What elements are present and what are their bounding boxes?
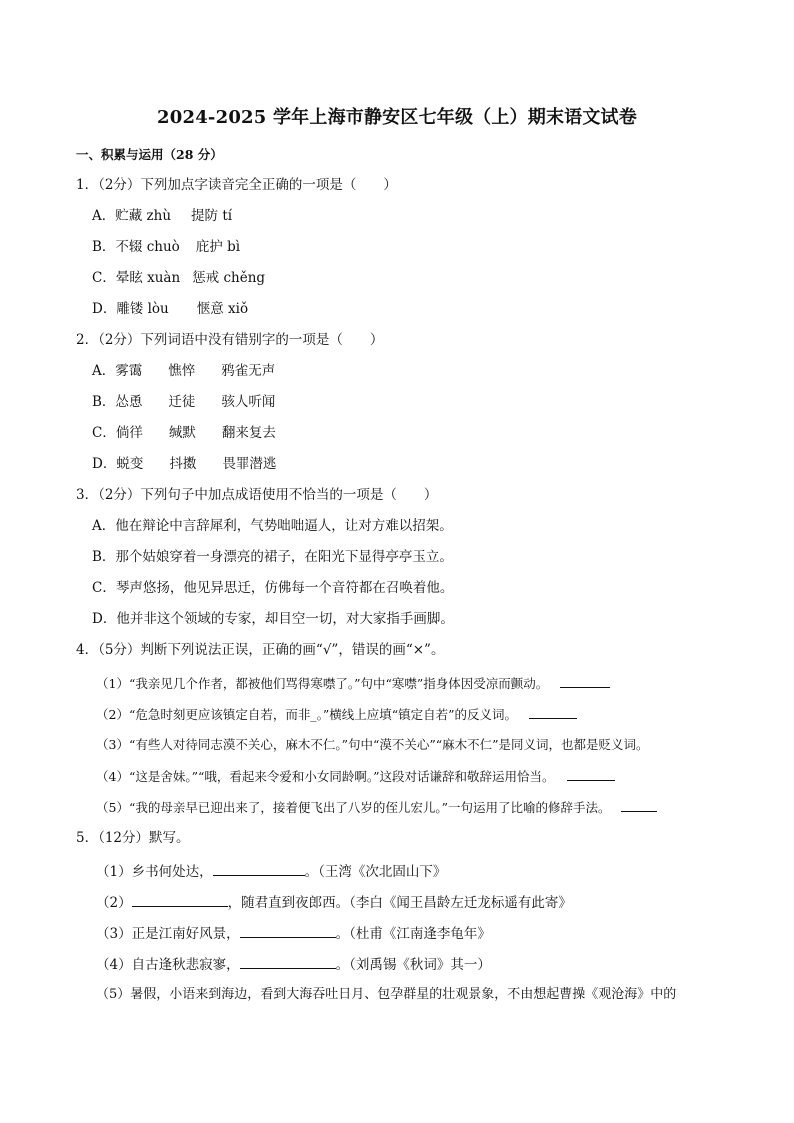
option-word: C．晕眩 xuàn (92, 270, 181, 286)
option-word: 提防 tí (191, 208, 233, 224)
option-word: D．雕镂 lòu (92, 301, 169, 317)
question-4-item-2 (96, 705, 577, 724)
option-word: 惩戒 chěng (192, 270, 266, 286)
question-5-stem: 5．（12分）默写。 (76, 830, 190, 846)
option-word: A．雾霭 (92, 363, 143, 379)
answer-blank[interactable] (567, 767, 615, 781)
answer-blank[interactable] (529, 705, 577, 719)
option-word: A．贮藏 zhù (92, 208, 172, 224)
question-3-option-a: A．他在辩论中言辞犀利，气势咄咄逼人，让对方难以招架。 (92, 518, 453, 534)
question-3-stem: 3．（2分）下列句子中加点成语使用不恰当的一项是（ ） (76, 487, 438, 503)
option-word: B．怂恿 (92, 394, 143, 410)
option-word: B．不辍 chuò (92, 239, 180, 255)
question-4-item-1 (96, 674, 610, 693)
item-text: （3）正是江南好风景， (96, 926, 240, 942)
question-1-stem: 1．（2分）下列加点字读音完全正确的一项是（ ） (76, 177, 397, 193)
question-3-option-c: C．琴声悠扬，他见异思迁，仿佛每一个音符都在召唤着他。 (92, 580, 454, 596)
question-4-item-5 (96, 798, 657, 817)
option-word: 庇护 bì (195, 239, 241, 255)
item-text: （3）“有些人对待同志漠不关心，麻木不仁。”句中“漠不关心”“麻木不仁”是同义词，也都是贬义词。 (96, 737, 649, 752)
page-title: 2024-2025 学年上海市静安区七年级（上）期末语文试卷 (157, 107, 637, 128)
question-2-option-c (92, 424, 276, 442)
question-1-option-c (92, 269, 265, 287)
item-text: （4）“这是舍妹。”“哦，看起来令爱和小女同龄啊。”这段对话谦辞和敬辞运用恰当。 (96, 769, 555, 784)
question-4-stem: 4．（5分）判断下列说法正误，正确的画“√”，错误的画“×”。 (76, 642, 445, 658)
question-4-item-3 (96, 736, 649, 754)
question-5-item-1 (96, 862, 446, 881)
answer-blank[interactable] (213, 862, 305, 876)
item-text: 。（刘禹锡《秋词》其一） (335, 957, 491, 973)
option-word: 抖擞 (169, 456, 197, 472)
answer-blank[interactable] (240, 955, 336, 969)
item-text: 。（王湾《次北固山下》 (304, 864, 447, 880)
question-3-option-b: B．那个姑娘穿着一身漂亮的裙子，在阳光下显得亭亭玉立。 (92, 549, 453, 565)
answer-blank[interactable] (240, 924, 336, 938)
question-5-item-3 (96, 924, 491, 943)
option-word: 鸦雀无声 (221, 363, 276, 379)
item-text: （5）“我的母亲早已迎出来了，接着便飞出了八岁的侄儿宏儿。”一句运用了比喻的修辞手法。 (96, 800, 611, 815)
question-2-stem: 2．（2分）下列词语中没有错别字的一项是（ ） (76, 332, 384, 348)
option-word: 缄默 (168, 425, 196, 441)
item-text: （4）自古逢秋悲寂寥， (96, 957, 240, 973)
question-3-option-d: D．他并非这个领域的专家，却目空一切，对大家指手画脚。 (92, 611, 454, 627)
option-word: 惬意 xiǒ (196, 301, 249, 317)
section-heading: 一、积累与运用（28 分） (76, 147, 223, 162)
question-4-item-4 (96, 767, 615, 786)
question-5-item-5: （5）暑假，小语来到海边，看到大海吞吐日月、包孕群星的壮观景象，不由想起曹操《观沧海》中的 (96, 987, 677, 1002)
option-word: D．蜕变 (92, 456, 144, 472)
option-word: 畏罪潜逃 (222, 456, 277, 472)
item-text: （1）“我亲见几个作者，都被他们骂得寒噤了。”句中“寒噤”指身体因受凉而颤动。 (96, 676, 549, 691)
question-2-option-a (92, 362, 275, 380)
question-1-option-b (92, 238, 240, 256)
question-5-item-2 (96, 893, 572, 912)
item-text: （2） (96, 895, 132, 911)
item-text: 。（杜甫《江南逢李龟年》 (335, 926, 491, 942)
option-word: 憔悴 (168, 363, 196, 379)
item-text: （1）乡书何处达， (96, 864, 213, 880)
question-5-item-4 (96, 955, 491, 974)
option-word: 骇人听闻 (221, 394, 276, 410)
question-1-option-d (92, 300, 248, 318)
question-2-option-b (92, 393, 275, 411)
option-word: C．倘徉 (92, 425, 143, 441)
answer-blank[interactable] (132, 893, 228, 907)
question-1-option-a (92, 207, 232, 225)
answer-blank[interactable] (621, 798, 657, 812)
item-text: ，随君直到夜郎西。（李白《闻王昌龄左迁龙标遥有此寄》 (227, 895, 572, 911)
option-word: 迁徒 (168, 394, 196, 410)
item-text: （2）“危急时刻更应该镇定自若，而非_。”横线上应填“镇定自若”的反义词。 (96, 707, 518, 722)
option-word: 翻来复去 (221, 425, 276, 441)
question-2-option-d (92, 455, 276, 473)
answer-blank[interactable] (560, 674, 610, 688)
